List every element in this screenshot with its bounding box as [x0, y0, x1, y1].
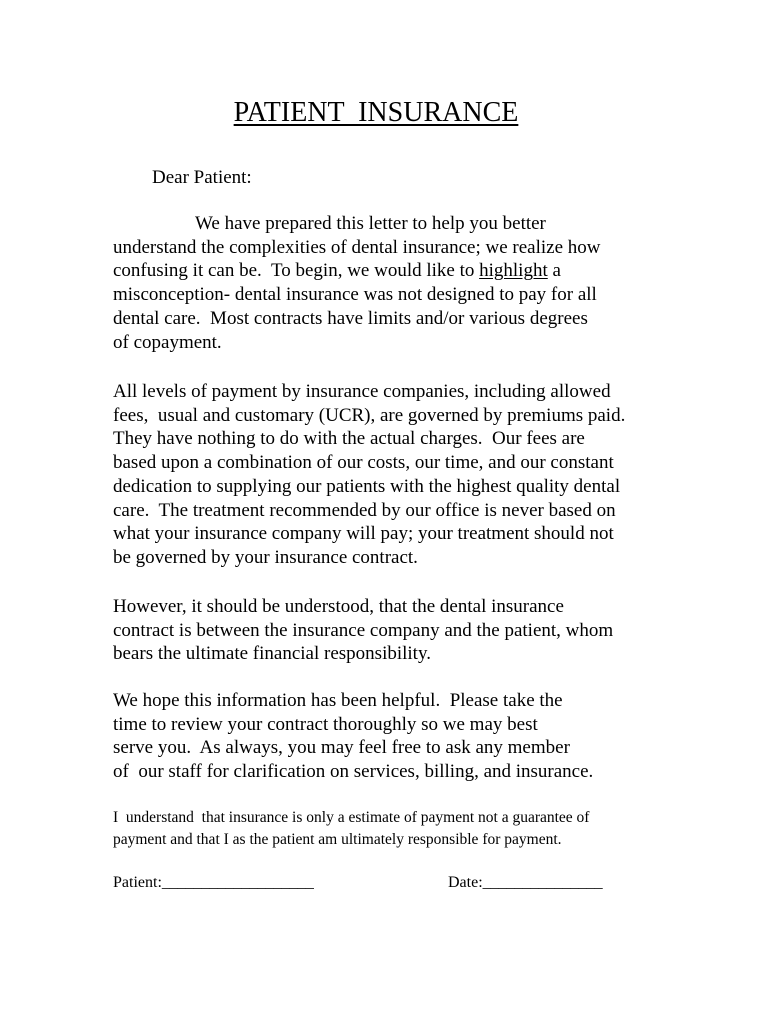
paragraph-line: care. The treatment recommended by our office is never based on	[113, 499, 616, 521]
paragraph-line: understand the complexities of dental insurance; we realize how	[113, 236, 601, 258]
paragraph-contract	[113, 595, 673, 666]
line-text-after: a	[547, 260, 561, 282]
acknowledgement-line: payment and that I as the patient am ultimately responsible for payment.	[113, 831, 562, 848]
paragraph-line: They have nothing to do with the actual charges. Our fees are	[113, 428, 585, 450]
paragraph-line: fees, usual and customary (UCR), are governed by premiums paid.	[113, 404, 626, 426]
paragraph-closing	[113, 689, 673, 784]
paragraph-line: what your insurance company will pay; your treatment should not	[113, 523, 614, 545]
paragraph-line: serve you. As always, you may feel free to ask any member	[113, 737, 570, 759]
paragraph-line: based upon a combination of our costs, our time, and our constant	[113, 452, 614, 474]
paragraph-intro	[113, 212, 673, 354]
paragraph-line: misconception- dental insurance was not designed to pay for all	[113, 284, 597, 306]
page-title	[0, 95, 752, 131]
highlight-word: highlight	[479, 260, 548, 282]
title-text: PATIENT INSURANCE	[233, 97, 519, 128]
date-field[interactable]: Date:_______________	[448, 874, 603, 891]
acknowledgement-line: I understand that insurance is only a estimate of payment not a guarantee of	[113, 809, 590, 826]
paragraph-line: dental care. Most contracts have limits and/or various degrees	[113, 307, 588, 329]
paragraph-line: All levels of payment by insurance companies, including allowed	[113, 381, 611, 402]
paragraph-line: We have prepared this letter to help you better	[195, 213, 546, 234]
paragraph-line: of our staff for clarification on services, billing, and insurance.	[113, 761, 594, 783]
paragraph-line: dedication to supplying our patients with the highest quality dental	[113, 475, 621, 497]
paragraph-line-highlight	[113, 259, 673, 283]
acknowledgement-statement	[113, 807, 673, 851]
paragraph-line: of copayment.	[113, 331, 222, 353]
paragraph-line: We hope this information has been helpful. Please take the	[113, 690, 563, 711]
salutation: Dear Patient:	[152, 167, 252, 188]
line-text-before: confusing it can be. To begin, we would like to	[113, 260, 480, 282]
paragraph-line: contract is between the insurance company and the patient, whom	[113, 619, 614, 641]
paragraph-line: bears the ultimate financial responsibility.	[113, 643, 431, 665]
paragraph-line: time to review your contract thoroughly so we may best	[113, 713, 538, 735]
patient-signature-field[interactable]: Patient:___________________	[113, 874, 314, 891]
paragraph-line: be governed by your insurance contract.	[113, 546, 418, 568]
paragraph-payment-levels	[113, 380, 673, 570]
paragraph-line: However, it should be understood, that the dental insurance	[113, 596, 564, 617]
